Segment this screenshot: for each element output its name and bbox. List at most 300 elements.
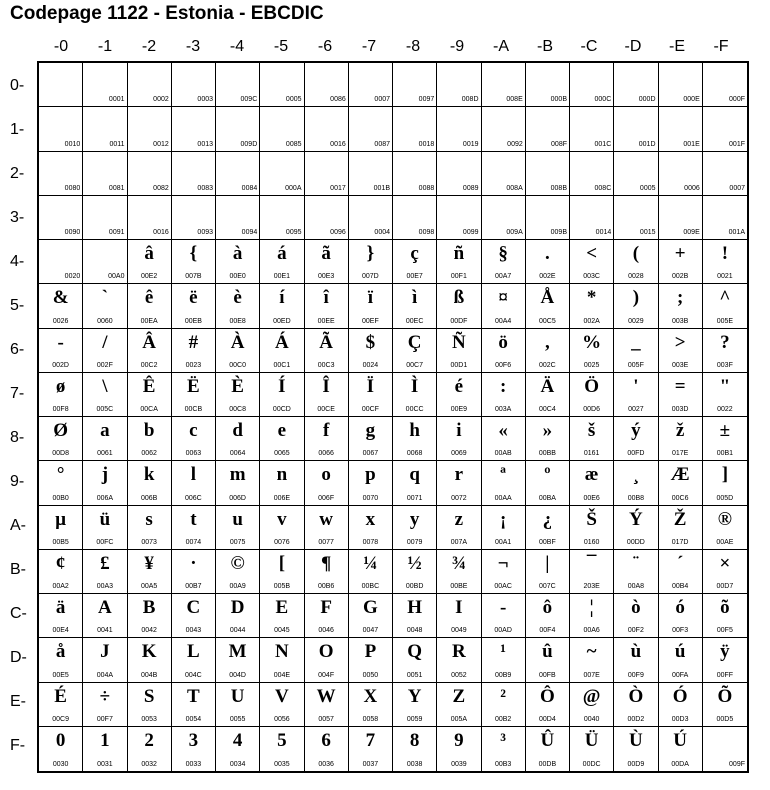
- cell-unicode-code: 00C4: [539, 406, 556, 413]
- cell-unicode-code: 00AC: [494, 583, 512, 590]
- cell-glyph: }: [366, 243, 375, 264]
- code-cell: [260, 152, 304, 196]
- cell-unicode-code: 009A: [506, 229, 523, 236]
- cell-unicode-code: 0089: [462, 184, 479, 192]
- cell-unicode-code: 0024: [362, 361, 379, 369]
- cell-unicode-code: 005E: [716, 317, 734, 325]
- cell-unicode-code: 007A: [450, 538, 468, 546]
- cell-unicode-code: 00AA: [494, 494, 512, 502]
- cell-unicode-code: 00DD: [626, 538, 645, 546]
- code-cell: [526, 727, 570, 771]
- cell-glyph: h: [409, 420, 420, 441]
- code-cell: [172, 196, 216, 240]
- cell-glyph: Â: [142, 331, 156, 353]
- code-cell: [172, 417, 216, 461]
- code-cell: [83, 196, 127, 240]
- code-cell: [570, 506, 614, 550]
- code-cell: [260, 727, 304, 771]
- code-cell: [570, 683, 614, 727]
- cell-glyph: £: [100, 552, 110, 574]
- code-cell: [614, 240, 658, 284]
- code-cell: [349, 461, 393, 505]
- code-cell: [260, 240, 304, 284]
- cell-unicode-code: 0048: [406, 627, 423, 635]
- cell-unicode-code: 00CA: [140, 406, 158, 413]
- cell-glyph: ~: [586, 641, 597, 663]
- cell-unicode-code: 001F: [729, 140, 745, 148]
- cell-unicode-code: 00EC: [405, 317, 424, 325]
- code-cell: [482, 63, 526, 107]
- code-cell: [526, 373, 570, 417]
- code-cell: [128, 727, 172, 771]
- cell-glyph: 3: [188, 729, 199, 751]
- cell-unicode-code: 00A1: [494, 538, 512, 546]
- code-cell: [305, 152, 349, 196]
- cell-unicode-code: 0049: [451, 627, 467, 635]
- column-header: -6: [317, 38, 333, 55]
- cell-glyph: V: [275, 685, 289, 707]
- cell-unicode-code: 0035: [274, 761, 290, 768]
- codepage-grid: [37, 61, 749, 773]
- code-cell: [305, 506, 349, 550]
- cell-glyph: ó: [675, 597, 685, 618]
- cell-glyph: /: [102, 331, 108, 353]
- cell-unicode-code: 0058: [362, 715, 379, 723]
- cell-unicode-code: 0016: [330, 140, 346, 148]
- code-cell: [570, 461, 614, 505]
- cell-unicode-code: 0043: [185, 627, 202, 635]
- code-cell: [128, 506, 172, 550]
- code-cell: [260, 638, 304, 682]
- cell-unicode-code: 00DC: [582, 761, 601, 768]
- column-header: -3: [185, 38, 201, 55]
- cell-glyph: =: [674, 375, 686, 397]
- cell-unicode-code: 0068: [406, 450, 423, 458]
- column-header: -9: [449, 38, 465, 55]
- cell-unicode-code: 0057: [318, 715, 334, 723]
- cell-unicode-code: 001C: [594, 140, 612, 148]
- cell-unicode-code: 00F5: [716, 627, 733, 635]
- cell-unicode-code: 0012: [153, 140, 169, 148]
- code-cell: [437, 638, 481, 682]
- code-cell: [216, 683, 260, 727]
- code-cell: [437, 683, 481, 727]
- cell-unicode-code: 004C: [185, 671, 202, 679]
- cell-unicode-code: 005C: [96, 406, 114, 413]
- cell-glyph: 0: [55, 729, 66, 751]
- cell-glyph: ñ: [453, 243, 465, 264]
- cell-unicode-code: 0061: [97, 450, 113, 458]
- cell-unicode-code: 008D: [461, 96, 479, 104]
- code-cell: [526, 638, 570, 682]
- code-cell: [39, 107, 83, 151]
- code-cell: [349, 240, 393, 284]
- code-cell: [703, 196, 747, 240]
- cell-unicode-code: 00C2: [140, 361, 158, 369]
- cell-glyph: ´: [676, 552, 684, 574]
- cell-glyph: <: [586, 243, 598, 264]
- cell-glyph: ß: [453, 287, 465, 309]
- column-header: -C: [580, 38, 598, 55]
- cell-unicode-code: 00A0: [108, 273, 125, 281]
- cell-unicode-code: 001D: [638, 140, 656, 148]
- cell-unicode-code: 017D: [671, 538, 689, 546]
- cell-glyph: è: [233, 287, 242, 309]
- cell-unicode-code: 00A6: [583, 627, 600, 635]
- code-cell: [703, 240, 747, 284]
- cell-glyph: %: [582, 331, 602, 353]
- cell-glyph: O: [318, 641, 334, 663]
- code-cell: [570, 417, 614, 461]
- cell-glyph: û: [542, 641, 553, 663]
- cell-glyph: ÷: [99, 685, 111, 707]
- cell-unicode-code: 0092: [507, 140, 523, 148]
- cell-unicode-code: 0091: [108, 229, 125, 236]
- cell-unicode-code: 00A9: [229, 583, 246, 590]
- code-cell: [305, 63, 349, 107]
- cell-glyph: W: [316, 685, 336, 707]
- cell-unicode-code: 0059: [406, 715, 423, 723]
- code-cell: [393, 638, 437, 682]
- code-cell: [83, 284, 127, 328]
- cell-unicode-code: 203E: [583, 583, 600, 590]
- cell-glyph: c: [189, 420, 198, 441]
- code-cell: [659, 461, 703, 505]
- code-cell: [39, 417, 83, 461]
- cell-glyph: ò: [631, 597, 641, 618]
- code-cell: [83, 373, 127, 417]
- cell-glyph: ø: [55, 375, 66, 397]
- code-cell: [172, 152, 216, 196]
- cell-glyph: u: [232, 508, 243, 530]
- code-cell: [349, 727, 393, 771]
- cell-glyph: A: [98, 597, 112, 618]
- cell-glyph: É: [54, 685, 67, 707]
- cell-unicode-code: 004E: [273, 671, 291, 679]
- cell-unicode-code: 00A5: [140, 583, 158, 590]
- code-cell: [349, 284, 393, 328]
- cell-glyph: R: [452, 641, 466, 663]
- cell-unicode-code: 0036: [318, 761, 334, 768]
- cell-glyph: 2: [144, 729, 154, 751]
- cell-unicode-code: 00D9: [627, 761, 645, 768]
- cell-unicode-code: 000E: [683, 96, 700, 104]
- code-cell: [570, 284, 614, 328]
- cell-unicode-code: 0064: [229, 450, 246, 458]
- cell-glyph: ): [632, 287, 640, 309]
- code-cell: [614, 107, 658, 151]
- code-cell: [526, 594, 570, 638]
- code-cell: [393, 63, 437, 107]
- cell-glyph: º: [544, 464, 551, 486]
- cell-unicode-code: 00E5: [52, 671, 69, 679]
- cell-glyph: .: [545, 243, 550, 264]
- cell-unicode-code: 0093: [197, 229, 213, 236]
- cell-unicode-code: 0021: [717, 273, 733, 281]
- code-cell: [349, 196, 393, 240]
- cell-glyph: §: [498, 243, 508, 264]
- cell-glyph: Ó: [672, 685, 688, 707]
- code-cell: [260, 373, 304, 417]
- cell-glyph: -: [57, 331, 64, 353]
- code-cell: [659, 63, 703, 107]
- cell-unicode-code: 00FF: [716, 671, 734, 679]
- cell-glyph: ·: [190, 552, 197, 574]
- code-cell: [703, 461, 747, 505]
- cell-unicode-code: 00E6: [583, 494, 600, 502]
- column-header: -E: [669, 38, 685, 55]
- cell-unicode-code: 005A: [450, 715, 468, 723]
- code-cell: [39, 63, 83, 107]
- cell-glyph: E: [275, 597, 289, 618]
- code-cell: [703, 417, 747, 461]
- cell-unicode-code: 00FD: [627, 450, 645, 458]
- code-cell: [614, 417, 658, 461]
- cell-glyph: ö: [498, 331, 508, 353]
- cell-unicode-code: 0047: [362, 627, 379, 635]
- code-cell: [703, 329, 747, 373]
- code-cell: [393, 152, 437, 196]
- cell-unicode-code: 008E: [506, 96, 523, 104]
- code-cell: [260, 594, 304, 638]
- code-cell: [437, 550, 481, 594]
- cell-unicode-code: 004A: [96, 671, 114, 679]
- cell-glyph: ¯: [586, 552, 597, 574]
- code-cell: [570, 638, 614, 682]
- code-cell: [659, 152, 703, 196]
- code-cell: [260, 63, 304, 107]
- cell-unicode-code: 00AD: [494, 627, 512, 635]
- cell-glyph: @: [582, 685, 601, 707]
- cell-unicode-code: 0084: [241, 184, 258, 192]
- cell-glyph: ": [719, 375, 731, 397]
- code-cell: [216, 461, 260, 505]
- cell-glyph: S: [143, 685, 155, 707]
- cell-unicode-code: 0017: [330, 184, 346, 192]
- code-cell: [39, 506, 83, 550]
- code-cell: [349, 329, 393, 373]
- code-cell: [659, 683, 703, 727]
- code-cell: [128, 550, 172, 594]
- cell-glyph: ì: [411, 287, 418, 309]
- cell-unicode-code: 0088: [418, 184, 435, 192]
- cell-glyph: ¿: [542, 508, 553, 530]
- cell-unicode-code: 0085: [285, 140, 302, 148]
- row-header: 3-: [10, 209, 25, 226]
- cell-unicode-code: 003D: [671, 406, 689, 413]
- cell-glyph: o: [321, 464, 331, 486]
- cell-unicode-code: 00BA: [538, 494, 556, 502]
- cell-glyph: K: [141, 641, 157, 663]
- cell-glyph: $: [365, 331, 376, 353]
- code-cell: [128, 683, 172, 727]
- cell-unicode-code: 00F2: [627, 627, 644, 635]
- cell-glyph: >: [674, 331, 686, 353]
- cell-glyph: ¢: [55, 552, 66, 574]
- cell-unicode-code: 0041: [97, 627, 113, 635]
- code-cell: [128, 196, 172, 240]
- cell-glyph: æ: [584, 464, 599, 486]
- cell-glyph: Š: [586, 508, 597, 530]
- cell-unicode-code: 003F: [716, 361, 733, 369]
- code-cell: [305, 550, 349, 594]
- cell-unicode-code: 0020: [64, 273, 81, 281]
- cell-glyph: Ä: [540, 375, 555, 397]
- column-header: -2: [141, 38, 157, 55]
- cell-unicode-code: 0077: [318, 538, 334, 546]
- cell-unicode-code: 0039: [451, 761, 467, 768]
- code-cell: [83, 240, 127, 284]
- cell-unicode-code: 0079: [406, 538, 423, 546]
- cell-unicode-code: 00E1: [273, 273, 291, 281]
- code-cell: [83, 152, 127, 196]
- cell-unicode-code: 00D5: [716, 715, 734, 723]
- code-cell: [393, 506, 437, 550]
- code-cell: [570, 63, 614, 107]
- cell-unicode-code: 00E0: [229, 273, 246, 281]
- code-cell: [128, 417, 172, 461]
- code-cell: [393, 240, 437, 284]
- cell-glyph: ?: [720, 331, 730, 353]
- code-cell: [216, 550, 260, 594]
- code-cell: [482, 240, 526, 284]
- code-cell: [614, 196, 658, 240]
- cell-unicode-code: 006F: [318, 494, 335, 502]
- cell-glyph: l: [190, 464, 197, 486]
- cell-glyph: d: [232, 420, 243, 441]
- cell-glyph: G: [362, 597, 378, 618]
- code-cell: [437, 196, 481, 240]
- code-cell: [393, 461, 437, 505]
- code-cell: [393, 594, 437, 638]
- cell-unicode-code: 00B4: [671, 583, 689, 590]
- row-header: F-: [10, 737, 26, 754]
- cell-unicode-code: 0086: [330, 96, 346, 104]
- cell-unicode-code: 00F4: [539, 627, 556, 635]
- cell-glyph: q: [409, 464, 420, 486]
- cell-glyph: ¦: [589, 597, 594, 618]
- code-cell: [260, 107, 304, 151]
- cell-glyph: ¹: [500, 641, 506, 663]
- code-cell: [437, 373, 481, 417]
- cell-glyph: s: [145, 508, 153, 530]
- cell-unicode-code: 00E8: [229, 317, 246, 325]
- code-cell: [39, 196, 83, 240]
- cell-unicode-code: 00CD: [272, 406, 291, 413]
- cell-glyph: ù: [630, 641, 642, 663]
- cell-unicode-code: 0005: [285, 96, 302, 104]
- cell-unicode-code: 00DB: [538, 761, 557, 768]
- cell-glyph: ¸: [632, 464, 640, 486]
- code-cell: [437, 240, 481, 284]
- code-cell: [305, 196, 349, 240]
- cell-unicode-code: 00D3: [671, 715, 689, 723]
- cell-unicode-code: 00A8: [627, 583, 645, 590]
- cell-glyph: #: [188, 331, 199, 353]
- cell-unicode-code: 000C: [594, 96, 612, 104]
- code-cell: [659, 240, 703, 284]
- code-cell: [128, 638, 172, 682]
- code-cell: [526, 63, 570, 107]
- cell-unicode-code: 008A: [506, 184, 523, 192]
- cell-unicode-code: 00DF: [450, 317, 468, 325]
- cell-glyph: 4: [232, 729, 243, 751]
- cell-unicode-code: 0018: [418, 140, 435, 148]
- cell-glyph: ê: [144, 287, 154, 309]
- cell-glyph: ã: [321, 243, 331, 264]
- cell-unicode-code: 0071: [406, 494, 423, 502]
- cell-unicode-code: 0014: [595, 229, 612, 236]
- cell-unicode-code: 0160: [583, 538, 600, 546]
- code-cell: [216, 638, 260, 682]
- code-cell: [349, 107, 393, 151]
- cell-glyph: ': [633, 375, 639, 397]
- code-cell: [349, 373, 393, 417]
- cell-glyph: g: [365, 420, 376, 441]
- code-cell: [437, 727, 481, 771]
- code-cell: [39, 329, 83, 373]
- cell-unicode-code: 008F: [551, 140, 567, 148]
- cell-unicode-code: 0030: [52, 761, 69, 768]
- code-cell: [39, 727, 83, 771]
- cell-glyph: Ø: [53, 420, 69, 441]
- cell-unicode-code: 00B5: [52, 538, 69, 546]
- cell-unicode-code: 003B: [671, 317, 689, 325]
- cell-glyph: B: [142, 597, 156, 618]
- code-cell: [437, 284, 481, 328]
- column-header: -8: [405, 38, 421, 55]
- cell-glyph: L: [187, 641, 200, 663]
- cell-glyph: j: [101, 464, 109, 486]
- cell-unicode-code: 00E2: [140, 273, 158, 281]
- cell-unicode-code: 009C: [240, 96, 258, 104]
- cell-unicode-code: 0053: [141, 715, 157, 723]
- code-cell: [39, 284, 83, 328]
- cell-glyph: Ô: [539, 685, 555, 707]
- cell-unicode-code: 0099: [462, 229, 479, 236]
- cell-unicode-code: 006B: [140, 494, 158, 502]
- cell-glyph: ¡: [499, 508, 507, 530]
- code-cell: [614, 284, 658, 328]
- code-cell: [39, 240, 83, 284]
- column-header: -D: [624, 38, 642, 55]
- code-cell: [570, 107, 614, 151]
- code-cell: [305, 284, 349, 328]
- cell-unicode-code: 006D: [229, 494, 246, 502]
- code-cell: [703, 373, 747, 417]
- cell-glyph: ä: [55, 597, 66, 618]
- cell-glyph: -: [499, 597, 507, 618]
- cell-unicode-code: 002F: [96, 361, 113, 369]
- row-header: 0-: [10, 77, 25, 94]
- code-cell: [216, 284, 260, 328]
- code-cell: [614, 506, 658, 550]
- code-cell: [128, 107, 172, 151]
- code-cell: [305, 594, 349, 638]
- cell-glyph: ¼: [363, 552, 378, 574]
- code-cell: [305, 107, 349, 151]
- code-cell: [349, 550, 393, 594]
- code-cell: [83, 63, 127, 107]
- code-cell: [172, 506, 216, 550]
- cell-glyph: Ì: [410, 375, 419, 397]
- column-header: -5: [273, 38, 289, 55]
- cell-unicode-code: 0003: [197, 96, 213, 104]
- cell-unicode-code: 00C3: [317, 361, 335, 369]
- code-cell: [614, 594, 658, 638]
- cell-unicode-code: 005F: [627, 361, 644, 369]
- cell-unicode-code: 0075: [229, 538, 246, 546]
